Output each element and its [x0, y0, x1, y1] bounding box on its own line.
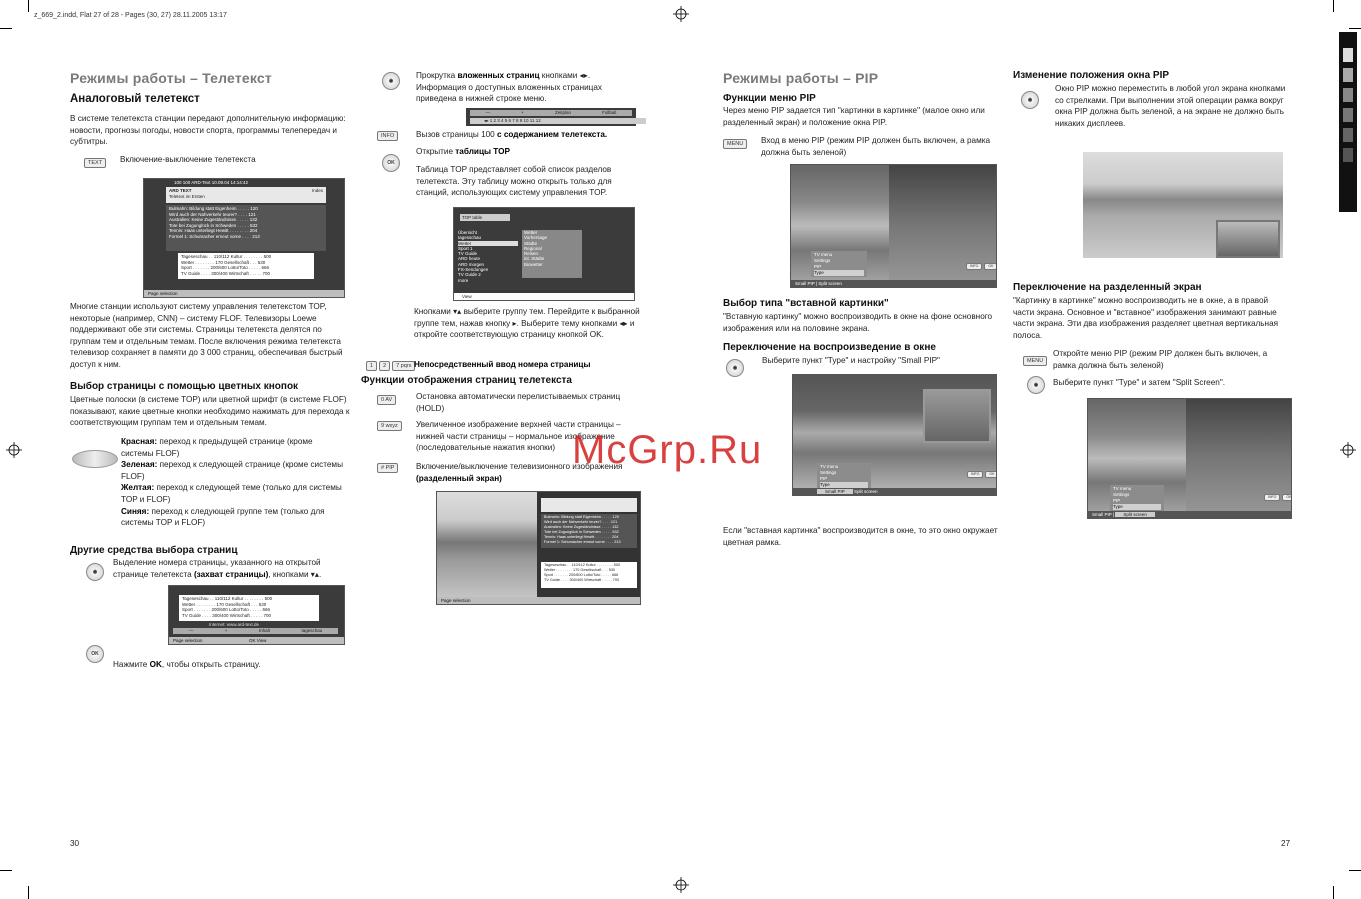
- zoom-text: Увеличенное изображение верхней части страницы – нижней части страницы – нормальное изображение (последовательные нажатия кнопки): [416, 420, 621, 453]
- pip-frame-text: Если "вставная картинка" воспроизводится в окне, то это окно окружает цветная рамка.: [723, 526, 998, 547]
- small-pip-screen: TV menu Settings PIP Type INFO OK Small PIP Split screen: [792, 374, 997, 496]
- text-key-description: Включение-выключение телетекста: [120, 155, 256, 164]
- split-screen-image: TV menu Settings PIP Type INFO OK Small PIP | Split screen: [1087, 398, 1292, 519]
- page-capture-text: Выделение номера страницы, указанного на открытой странице телетекста (захват страницы), кнопками ▾▴.: [113, 558, 322, 579]
- color-buttons-icon: [72, 450, 118, 468]
- teletext-screen-capture: Tageseschau . . 110/112 Kultur . . . . . . . . 500 Wetter . . . . . . . . 170 Gesellschaft . . . 530 Sport . . . . . . . 200/600 Lotto/Toto . . . . . 666 TV Guide . . . . 300/400 Wirtschaft . . . . . 700 Internet: www.ard-text.de — + Inhalt tageschau Page selection OK View: [168, 585, 345, 645]
- status-bar: Page selection: [144, 290, 344, 297]
- crop-mark: [0, 870, 12, 871]
- crop-mark: [1333, 886, 1334, 899]
- color-keys-intro: Цветные полоски (в системе TOP) или цветной шрифт (в системе FLOF) показывают, какие цветные кнопки необходимо нажимать для перехода к соответствующим группам тем и отдельным темам.: [70, 395, 350, 428]
- navigation-pad-icon: ◉: [382, 72, 400, 90]
- section-heading: Другие средства выбора страниц: [70, 545, 238, 556]
- teletext-color-bar: — + Inhalt tageschau: [173, 628, 338, 634]
- tv-menu: TV menu Settings PIP Type: [817, 463, 871, 489]
- navigation-instructions: Кнопками ▾▴ выберите группу тем. Перейдите к выбранной группе тем, нажав кнопку ▸. Выберите тему кнопками ◂▸ и откройте соответствующую страницу кнопкой OK.: [414, 307, 640, 340]
- registration-mark-icon: [673, 6, 689, 22]
- crop-mark: [1349, 28, 1361, 29]
- page-number: 27: [1281, 839, 1291, 848]
- crop-mark: [28, 886, 29, 899]
- section-heading: Функции меню PIP: [723, 93, 816, 104]
- section-heading: Выбор страницы с помощью цветных кнопок: [70, 381, 299, 392]
- pip-type-text: "Вставную картинку" можно воспроизводить в окне на фоне основного изображения или на половине экрана.: [723, 312, 993, 333]
- small-pip-instruction: Выберите пункт "Type" и настройку "Small PIP": [762, 356, 940, 365]
- pip-split-screen: TV menu Settings PIP Type INFO OK Small PIP | Split screen: [790, 164, 997, 288]
- pip-menu-text: Вход в меню PIP (режим PIP должен быть включен, а рамка должна быть зеленой): [761, 136, 991, 157]
- registration-mark-icon: [1340, 442, 1356, 458]
- top-table-screen: TOP table Übersicht tagesschau Wetter Sport 1 TV Guide ARD heute ARD morgen FS-Sendungen TV Guide 2 more Wetter Vorhersage Städte Regional Reisen int. Städte Biowetter View: [453, 207, 635, 301]
- section-heading: Переключение на воспроизведение в окне: [723, 342, 936, 353]
- tv-menu: TV menu Settings PIP Type: [1110, 485, 1164, 511]
- navigation-pad-icon: ◉: [1021, 91, 1039, 109]
- crop-mark: [0, 28, 12, 29]
- teletext-screen: 100 100 ARD-Text 10.09.04 14:14:42 ARD TEXT Teletext im Ersten Index Bulmahn: Bildung statt Eigenheim . . . . . 120 Wird auch der Nahverkehr teurer? . . . . 121 Australien: Keine Zugeständnisse . . . . . 132 Tote bei Zugunglück in Schweden . . . . . 532 Tennis: Haas unterliegt Hewitt . . . . . . . . 204 Formel 1: Schumacher erneut vorne . . . . 213 Tageseschau . . 110/112 Kultur . . . . . . . . 500 Wetter . . . . . . . . 170 Gesellschaft . . . 530 Sport . . . . . . . 200/600 Lotto/Toto . . . . . 666 TV Guide . . . . 300/400 Wirtschaft . . . . . 700 Page selection: [143, 178, 345, 298]
- split-type-text: Выберите пункт "Type" и затем "Split Screen".: [1053, 378, 1226, 387]
- navigation-pad-icon: ◉: [726, 359, 744, 377]
- crop-mark: [1333, 0, 1334, 12]
- registration-mark-icon: [6, 442, 22, 458]
- section-heading: Аналоговый телетекст: [70, 93, 200, 105]
- menu-key-icon: MENU: [1023, 356, 1047, 366]
- watermark: McGrp.Ru: [572, 428, 763, 472]
- navigation-pad-icon: ◉: [1027, 376, 1045, 394]
- teletext-logo: ARD TEXT: [169, 188, 192, 193]
- section-heading: Переключение на разделенный экран: [1013, 282, 1202, 293]
- color-keys-list: Красная: переход к предыдущей странице (кроме системы FLOF) Зеленая: переход к следующей странице (кроме системы FLOF) Желтая: переход к следующей теме (только для системы TOP и FLOF) Синяя: переход к следующей группе тем (только для системы TOP и FLOF): [121, 437, 343, 528]
- hold-text: Остановка автоматически перелистываемых страниц (HOLD): [416, 392, 621, 413]
- intro-paragraph: В системе телетекста станции передают дополнительную информацию: новости, прогнозы погоды, новости спорта, программы телепередач и субтитры.: [70, 114, 346, 147]
- page-title: Режимы работы – PIP: [723, 70, 879, 86]
- direct-entry-text: Непосредственный ввод номера страницы: [414, 360, 591, 369]
- pip-menu-intro: Через меню PIP задается тип "картинки в картинке" (малое окно или разделенный экран) и положение окна PIP.: [723, 106, 985, 127]
- split-teletext-screen: Bulmahn: Bildung statt Eigenheim . . . . . 120 Wird auch der Nahverkehr teurer? . . . . 121 Australien: Keine Zugeständnisse . . . . . 132 Tote bei Zugunglück in Schweden . . . . . 532 Tennis: Haas unterliegt Hewitt . . . . . . . . 204 Formel 1: Schumacher erneut vorne . . . . 213 Tageseschau . . 110/112 Kultur . . . . . . . . 500 Wetter . . . . . . . . 170 Gesellschaft . . . 530 Sport . . . . . . . 200/600 Lotto/Toto . . . . . 666 TV Guide . . . . 300/400 Wirtschaft . . . . . 700 Page selection: [436, 491, 641, 605]
- top-table-desc: Таблица TOP представляет собой список разделов телетекста. Эту таблицу можно открыть только для станций, использующих систему управления TOP.: [416, 165, 612, 198]
- split-menu-text: Откройте меню PIP (режим PIP должен быть включен, а рамка должна быть зеленой): [1053, 349, 1268, 370]
- pip-key-icon: # PIP: [377, 463, 398, 473]
- hold-key-icon: 0 AV: [377, 395, 396, 405]
- ok-button-icon: OK: [382, 154, 400, 172]
- ok-button-icon: OK: [86, 645, 104, 663]
- number-keys: 1 2 7 pqrs: [366, 361, 415, 371]
- crop-mark: [1349, 870, 1361, 871]
- section-heading: Выбор типа "вставной картинки": [723, 298, 889, 309]
- pip-position-text: Окно PIP можно переместить в любой угол экрана кнопками со стрелками. При выполнении этой операции рамка вокруг окна PIP должна быть зеленой, а на экране не должно быть никаких дисплеев.: [1055, 84, 1286, 128]
- top-table-open: Открытие таблицы TOP: [416, 147, 510, 156]
- section-heading: Функции отображения страниц телетекста: [361, 375, 572, 386]
- registration-mark-icon: [673, 877, 689, 893]
- ok-instruction: Нажмите OK, чтобы открыть страницу.: [113, 660, 261, 669]
- subpage-strip: — + Zeitplan Fullball ◂▸ 1 2 3 4 5 6 7 8 9 10 11 12: [466, 108, 636, 126]
- split-screen-text: "Картинку в картинке" можно воспроизводить не в окне, а в правой части экрана. Основное и "вставное" изображения занимают равные части экрана. Эти два изображения разделяет цветная вертикальная полоса.: [1013, 296, 1279, 340]
- top-table-groups: Übersicht tagesschau Wetter Sport 1 TV Guide ARD heute ARD morgen FS-Sendungen TV Guide 2 more: [458, 230, 518, 283]
- page-number: 30: [70, 839, 80, 848]
- pip-landscape-image: [1083, 152, 1283, 258]
- navigation-pad-icon: ◉: [86, 563, 104, 581]
- section-heading: Изменение положения окна PIP: [1013, 70, 1170, 81]
- info-text: Вызов страницы 100 с содержанием телетекста.: [416, 130, 608, 139]
- teletext-systems-paragraph: Многие станции используют систему управления телетекстом TOP, некоторые (например, CNN) – систему FLOF. Телевизоры Loewe поддерживают обе эти системы. Страницы телетекста делятся по группам тем и отдельным темам. После включения режима телетекста телевизор сохраняет в памяти до 3 000 страниц, обеспечивая быстрый доступ к ним.: [70, 302, 343, 369]
- chapter-thumb-index: [1339, 32, 1357, 212]
- crop-mark: [28, 0, 29, 12]
- text-key-icon: TEXT: [84, 158, 106, 168]
- file-info: z_669_2.indd, Flat 27 of 28 - Pages (30, 27) 28.11.2005 13:17: [34, 12, 227, 19]
- info-key-icon: INFO: [377, 131, 398, 141]
- top-table-topics: Wetter Vorhersage Städte Regional Reisen int. Städte Biowetter: [522, 230, 582, 278]
- pip-toggle-text: Включение/выключение телевизионного изображения (разделенный экран): [416, 462, 623, 483]
- subpage-scroll-text: Прокрутка вложенных страниц кнопками ◂▸. Информация о доступных вложенных страницах приведена в нижней строке меню.: [416, 71, 603, 104]
- zoom-key-icon: 9 wxyz: [377, 421, 402, 431]
- teletext-index-table: Tageseschau . . 110/112 Kultur . . . . . . . . 500 Wetter . . . . . . . . 170 Gesellschaft . . . 530 Sport . . . . . . . 200/600 Lotto/Toto . . . . . 666 TV Guide . . . . 300/400 Wirtschaft . . . . . 700: [178, 253, 314, 279]
- page-title: Режимы работы – Телетекст: [70, 70, 272, 86]
- menu-key-icon: MENU: [723, 139, 747, 149]
- teletext-headlines: Bulmahn: Bildung statt Eigenheim . . . . . 120 Wird auch der Nahverkehr teurer? . . . . 121 Australien: Keine Zugeständnisse . . . . . 132 Tote bei Zugunglück in Schweden . . . . . 532 Tennis: Haas unterliegt Hewitt . . . . . . . . 204 Formel 1: Schumacher erneut vorne . . . . 213: [166, 205, 326, 251]
- tv-menu: TV menu Settings PIP Type: [811, 251, 867, 277]
